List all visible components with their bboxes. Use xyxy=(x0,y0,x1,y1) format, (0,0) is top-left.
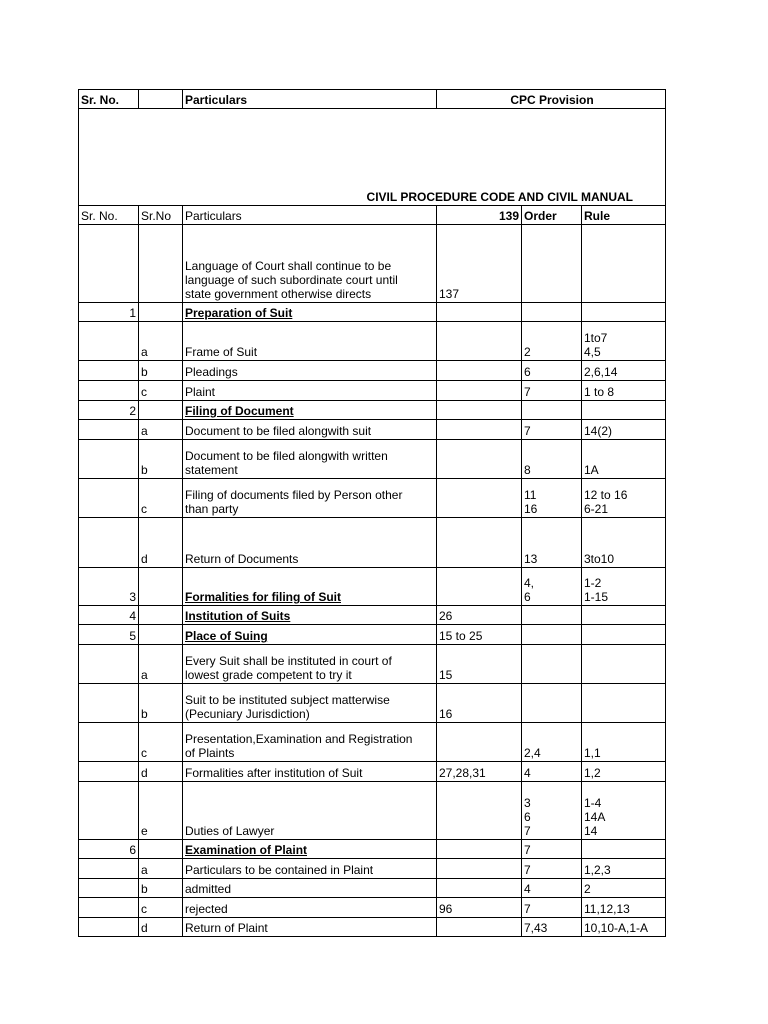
table-row xyxy=(79,762,666,782)
order-cell: 2 xyxy=(522,322,582,361)
section-cell: 96 xyxy=(437,898,522,918)
particulars-cell: Every Suit shall be instituted in court of lowest grade competent to try it xyxy=(183,645,437,684)
sr-no-cell: 3 xyxy=(79,568,139,606)
section-cell xyxy=(437,879,522,898)
sub-no-cell: c xyxy=(139,898,183,918)
sr-no-cell xyxy=(79,420,139,440)
order-cell: 7 xyxy=(522,898,582,918)
sr-no-cell xyxy=(79,440,139,479)
order-cell: 2,4 xyxy=(522,723,582,762)
particulars-cell: Return of Plaint xyxy=(183,918,437,937)
sub-no-cell: b xyxy=(139,440,183,479)
table-row xyxy=(79,859,666,879)
title-row xyxy=(79,109,666,206)
rule-cell: 1to7 4,5 xyxy=(582,322,666,361)
order-cell: 4 xyxy=(522,879,582,898)
rule-cell: 2 xyxy=(582,879,666,898)
section-cell xyxy=(437,782,522,840)
section-cell xyxy=(437,303,522,322)
particulars-cell: Preparation of Suit xyxy=(183,303,437,322)
rule-cell: 2,6,14 xyxy=(582,361,666,381)
order-cell: 7 xyxy=(522,381,582,401)
particulars-cell: Filing of documents filed by Person other than party xyxy=(183,479,437,518)
section-cell: 137 xyxy=(437,225,522,303)
table-row xyxy=(79,518,666,568)
rule-cell: 11,12,13 xyxy=(582,898,666,918)
subheader-order: Order xyxy=(522,206,582,225)
order-cell: 7 xyxy=(522,859,582,879)
section-cell: 15 to 25 xyxy=(437,625,522,645)
table-row xyxy=(79,898,666,918)
table-row xyxy=(79,645,666,684)
section-cell xyxy=(437,568,522,606)
section-cell xyxy=(437,918,522,937)
sub-no-cell xyxy=(139,606,183,625)
section-cell xyxy=(437,361,522,381)
particulars-cell: Presentation,Examination and Registration of Plaints xyxy=(183,723,437,762)
particulars-cell: Document to be filed alongwith suit xyxy=(183,420,437,440)
subheader-sr-no-2: Sr.No xyxy=(139,206,183,225)
rule-cell xyxy=(582,625,666,645)
order-cell xyxy=(522,401,582,420)
sr-no-cell: 5 xyxy=(79,625,139,645)
section-cell xyxy=(437,859,522,879)
section-cell: 26 xyxy=(437,606,522,625)
table-row xyxy=(79,440,666,479)
rule-cell: 1,2 xyxy=(582,762,666,782)
particulars-cell: Return of Documents xyxy=(183,518,437,568)
section-cell xyxy=(437,840,522,859)
sub-no-cell: a xyxy=(139,859,183,879)
order-cell: 11 16 xyxy=(522,479,582,518)
rule-cell: 10,10-A,1-A xyxy=(582,918,666,937)
sr-no-cell: 6 xyxy=(79,840,139,859)
sub-no-cell: c xyxy=(139,479,183,518)
sr-no-cell xyxy=(79,762,139,782)
order-cell xyxy=(522,684,582,723)
particulars-cell: Suit to be instituted subject matterwise (Pecuniary Jurisdiction) xyxy=(183,684,437,723)
sub-no-cell: b xyxy=(139,684,183,723)
sub-no-cell: e xyxy=(139,782,183,840)
sr-no-cell: 4 xyxy=(79,606,139,625)
order-cell: 6 xyxy=(522,361,582,381)
sub-no-cell xyxy=(139,303,183,322)
sub-no-cell: c xyxy=(139,723,183,762)
table-row xyxy=(79,401,666,420)
order-cell: 3 6 7 xyxy=(522,782,582,840)
section-cell xyxy=(437,401,522,420)
rule-cell: 3to10 xyxy=(582,518,666,568)
sr-no-cell xyxy=(79,225,139,303)
sr-no-cell xyxy=(79,645,139,684)
sub-no-cell: a xyxy=(139,322,183,361)
table-row xyxy=(79,303,666,322)
particulars-cell: Institution of Suits xyxy=(183,606,437,625)
order-cell xyxy=(522,303,582,322)
table-row xyxy=(79,420,666,440)
rule-cell xyxy=(582,645,666,684)
rule-cell xyxy=(582,606,666,625)
rule-cell xyxy=(582,840,666,859)
particulars-cell: Plaint xyxy=(183,381,437,401)
rule-cell: 1-4 14A 14 xyxy=(582,782,666,840)
table-row xyxy=(79,684,666,723)
order-cell xyxy=(522,625,582,645)
particulars-cell: Pleadings xyxy=(183,361,437,381)
rule-cell xyxy=(582,225,666,303)
sr-no-cell xyxy=(79,322,139,361)
table-row xyxy=(79,606,666,625)
sub-no-cell xyxy=(139,625,183,645)
order-cell: 8 xyxy=(522,440,582,479)
order-cell: 7,43 xyxy=(522,918,582,937)
sr-no-cell xyxy=(79,879,139,898)
section-cell xyxy=(437,420,522,440)
subheader-section: 139 xyxy=(437,206,522,225)
particulars-cell: Particulars to be contained in Plaint xyxy=(183,859,437,879)
section-cell xyxy=(437,381,522,401)
section-cell xyxy=(437,479,522,518)
section-cell xyxy=(437,518,522,568)
particulars-cell: Place of Suing xyxy=(183,625,437,645)
sr-no-cell xyxy=(79,918,139,937)
particulars-cell: Language of Court shall continue to be language of such subordinate court until state government otherwise directs xyxy=(183,225,437,303)
order-cell: 7 xyxy=(522,840,582,859)
particulars-cell: Frame of Suit xyxy=(183,322,437,361)
rule-cell xyxy=(582,303,666,322)
cpc-table xyxy=(78,89,666,937)
particulars-cell: Formalities after institution of Suit xyxy=(183,762,437,782)
sr-no-cell: 1 xyxy=(79,303,139,322)
subheader-row xyxy=(79,206,666,225)
sr-no-cell: 2 xyxy=(79,401,139,420)
document-title: CIVIL PROCEDURE CODE AND CIVIL MANUAL xyxy=(79,109,666,206)
sub-no-cell xyxy=(139,225,183,303)
order-cell xyxy=(522,606,582,625)
sub-no-cell: b xyxy=(139,879,183,898)
particulars-cell: Duties of Lawyer xyxy=(183,782,437,840)
section-cell: 27,28,31 xyxy=(437,762,522,782)
sr-no-cell xyxy=(79,898,139,918)
table-row xyxy=(79,225,666,303)
header-blank xyxy=(139,90,183,109)
sub-no-cell: d xyxy=(139,518,183,568)
table-row xyxy=(79,723,666,762)
rule-cell: 1 to 8 xyxy=(582,381,666,401)
subheader-sr-no: Sr. No. xyxy=(79,206,139,225)
sub-no-cell: c xyxy=(139,381,183,401)
sub-no-cell: a xyxy=(139,645,183,684)
table-row xyxy=(79,381,666,401)
particulars-cell: Document to be filed alongwith written statement xyxy=(183,440,437,479)
rule-cell: 12 to 16 6-21 xyxy=(582,479,666,518)
sr-no-cell xyxy=(79,684,139,723)
rule-cell: 1,1 xyxy=(582,723,666,762)
particulars-cell: admitted xyxy=(183,879,437,898)
rule-cell xyxy=(582,401,666,420)
header-sr-no: Sr. No. xyxy=(79,90,139,109)
sr-no-cell xyxy=(79,479,139,518)
header-particulars: Particulars xyxy=(183,90,437,109)
section-cell: 16 xyxy=(437,684,522,723)
order-cell: 4, 6 xyxy=(522,568,582,606)
sr-no-cell xyxy=(79,361,139,381)
sr-no-cell xyxy=(79,381,139,401)
particulars-cell: Formalities for filing of Suit xyxy=(183,568,437,606)
order-cell xyxy=(522,225,582,303)
sr-no-cell xyxy=(79,782,139,840)
sub-no-cell xyxy=(139,840,183,859)
rule-cell: 14(2) xyxy=(582,420,666,440)
order-cell: 13 xyxy=(522,518,582,568)
rule-cell xyxy=(582,684,666,723)
sub-no-cell: a xyxy=(139,420,183,440)
table-row xyxy=(79,568,666,606)
order-cell: 4 xyxy=(522,762,582,782)
table-row xyxy=(79,322,666,361)
particulars-cell: Examination of Plaint xyxy=(183,840,437,859)
spreadsheet-page xyxy=(78,89,666,937)
sub-no-cell: d xyxy=(139,918,183,937)
table-row xyxy=(79,625,666,645)
sub-no-cell xyxy=(139,401,183,420)
sr-no-cell xyxy=(79,723,139,762)
table-row xyxy=(79,879,666,898)
header-row xyxy=(79,90,666,109)
sr-no-cell xyxy=(79,859,139,879)
particulars-cell: rejected xyxy=(183,898,437,918)
table-row xyxy=(79,918,666,937)
subheader-particulars: Particulars xyxy=(183,206,437,225)
section-cell xyxy=(437,440,522,479)
rule-cell: 1-2 1-15 xyxy=(582,568,666,606)
sub-no-cell: b xyxy=(139,361,183,381)
order-cell: 7 xyxy=(522,420,582,440)
rule-cell: 1,2,3 xyxy=(582,859,666,879)
sr-no-cell xyxy=(79,518,139,568)
subheader-rule: Rule xyxy=(582,206,666,225)
table-row xyxy=(79,479,666,518)
header-cpc-provision: CPC Provision xyxy=(437,90,666,109)
order-cell xyxy=(522,645,582,684)
sub-no-cell: d xyxy=(139,762,183,782)
section-cell xyxy=(437,723,522,762)
table-row xyxy=(79,782,666,840)
section-cell: 15 xyxy=(437,645,522,684)
rule-cell: 1A xyxy=(582,440,666,479)
sub-no-cell xyxy=(139,568,183,606)
section-cell xyxy=(437,322,522,361)
table-row xyxy=(79,361,666,381)
particulars-cell: Filing of Document xyxy=(183,401,437,420)
table-row xyxy=(79,840,666,859)
